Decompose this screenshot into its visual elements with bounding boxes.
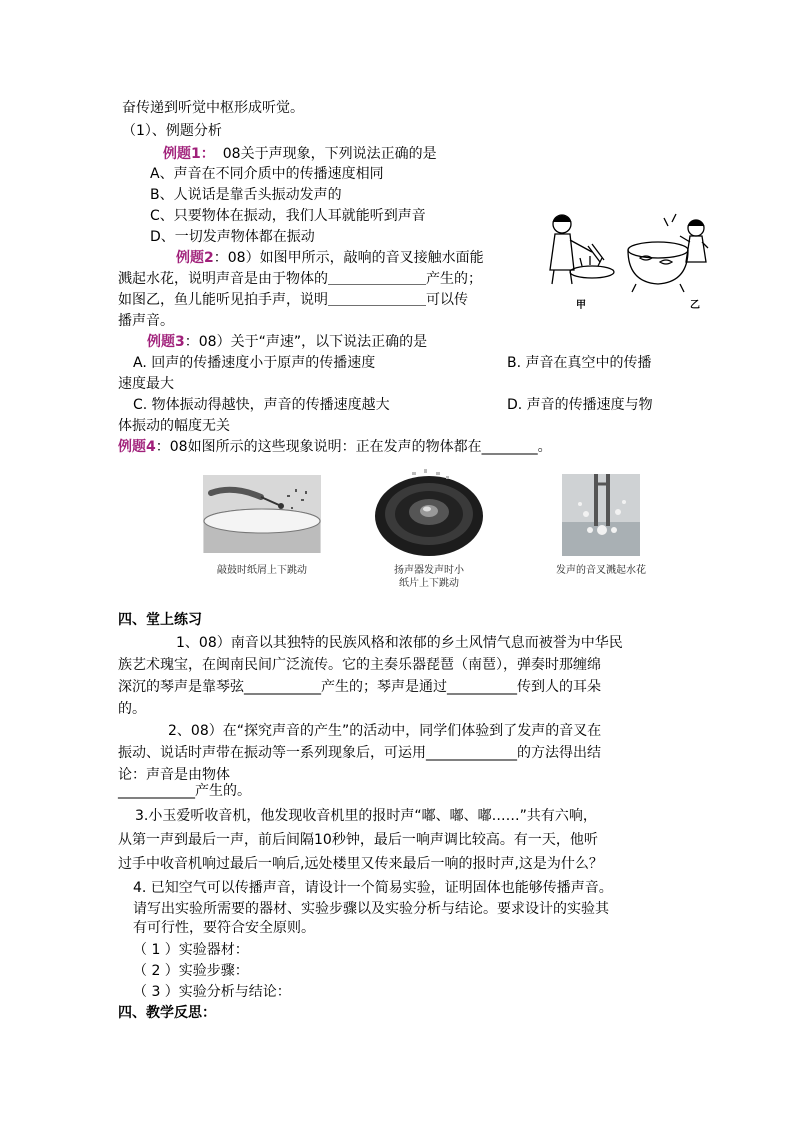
drum-with-paper-scraps-image <box>203 475 321 553</box>
practice-q4-analysis: （ 3 ）实验分析与结论： <box>133 984 291 1000</box>
tuning-fork-splash-image <box>562 474 640 556</box>
example-4-label: 例题4 <box>118 439 156 455</box>
example-2-line-1 <box>176 248 484 268</box>
example-4-stem: ：08如图所示的这些现象说明：正在发声的物体都在________。 <box>155 439 552 455</box>
figure-label-left: 甲 <box>576 300 586 311</box>
example-4-question <box>118 437 552 457</box>
example-3-question <box>147 332 427 352</box>
practice-q2-line-4: ___________产生的。 <box>118 783 251 799</box>
practice-q4-materials: （ 1 ）实验器材： <box>133 942 249 958</box>
loudspeaker-image <box>372 466 486 558</box>
sub-heading: （1）、例题分析 <box>122 123 222 139</box>
practice-q3-line-3: 过手中收音机响过最后一响后,远处楼里又传来最后一响的报时声,这是为什么？ <box>118 856 603 872</box>
practice-q2-line-1: 2、08）在“探究声音的产生”的活动中，同学们体验到了发声的音叉在 <box>168 723 602 739</box>
example-1-option-b: B、人说话是靠舌头振动发声的 <box>150 187 342 203</box>
example-1-option-d: D、一切发声物体都在振动 <box>150 229 315 245</box>
example-1-stem: 08关于声现象，下列说法正确的是 <box>222 146 437 162</box>
example-1-label: 例题1： <box>163 146 215 162</box>
practice-q1-line-2: 族艺术瑰宝，在闽南民间广泛流传。它的主奏乐器琵琶（南琶），弹奏时那缠绵 <box>118 657 601 673</box>
practice-q2-line-2: 振动、说话时声带在振动等一系列现象后，可运用_____________的方法得出结 <box>118 745 601 761</box>
caption-drum: 敲鼓时纸屑上下跳动 <box>217 565 307 576</box>
practice-q4-line-2: 请写出实验所需要的器材、实验步骤以及实验分析与结论。要求设计的实验其 <box>133 901 609 917</box>
example-3-option-c: C. 物体振动得越快，声音的传播速度越大 <box>133 397 390 413</box>
practice-q2-line-3: 论：声音是由物体 <box>118 767 230 783</box>
practice-q1-line-1: 1、08）南音以其独特的民族风格和浓郁的乡土风情气息而被誉为中华民 <box>176 635 623 651</box>
intro-line: 奋传递到听觉中枢形成听觉。 <box>122 100 304 116</box>
example-2-label: 例题2 <box>176 250 214 266</box>
practice-q3-line-1: 3.小玉爱听收音机，他发现收音机里的报时声“嘟、嘟、嘟……”共有六响， <box>135 808 597 824</box>
practice-q4-line-1: 4. 已知空气可以传播声音，请设计一个简易实验，证明固体也能够传播声音。 <box>133 880 613 896</box>
caption-speaker-2: 纸片上下跳动 <box>399 578 459 589</box>
example-3-option-a: A. 回声的传播速度小于原声的传播速度 <box>133 355 376 371</box>
tuning-fork-and-fish-illustration <box>540 200 710 320</box>
reflection-heading: 四、教学反思： <box>118 1005 216 1021</box>
practice-heading: 四、堂上练习 <box>118 612 202 628</box>
practice-q4-line-3: 有可行性，要符合安全原则。 <box>133 920 315 936</box>
example-3-option-d-cont: 体振动的幅度无关 <box>118 418 230 434</box>
example-2-line-4: 播声音。 <box>118 313 174 329</box>
example-2-line-2: 溅起水花，说明声音是由于物体的＿＿＿＿＿＿＿产生的； <box>118 271 482 287</box>
example-3-option-d: D. 声音的传播速度与物 <box>507 397 653 413</box>
caption-speaker-1: 扬声器发声时小 <box>394 565 464 576</box>
practice-q4-steps: （ 2 ）实验步骤： <box>133 963 249 979</box>
practice-q1-line-4: 的。 <box>118 701 146 717</box>
example-2-text-1: ：08）如图甲所示，敲响的音叉接触水面能 <box>213 250 484 266</box>
example-3-option-b-cont: 速度最大 <box>118 376 174 392</box>
example-2-line-3: 如图乙，鱼儿能听见拍手声，说明＿＿＿＿＿＿＿可以传 <box>118 292 468 308</box>
example-1-option-c: C、只要物体在振动，我们人耳就能听到声音 <box>150 208 426 224</box>
caption-tuning-fork: 发声的音叉溅起水花 <box>556 565 646 576</box>
example-1-option-a: A、声音在不同介质中的传播速度相同 <box>150 166 384 182</box>
example-3-stem: ：08）关于“声速”，以下说法正确的是 <box>184 334 428 350</box>
practice-q3-line-2: 从第一声到最后一声，前后间隔10秒钟，最后一响声调比较高。有一天，他听 <box>118 832 598 848</box>
example-3-option-b: B. 声音在真空中的传播 <box>507 355 652 371</box>
example-3-label: 例题3 <box>147 334 185 350</box>
practice-q1-line-3: 深沉的琴声是靠琴弦___________产生的；琴声是通过__________传到人的耳朵 <box>118 679 601 695</box>
figure-label-right: 乙 <box>690 300 700 311</box>
example-1-question <box>163 144 437 164</box>
